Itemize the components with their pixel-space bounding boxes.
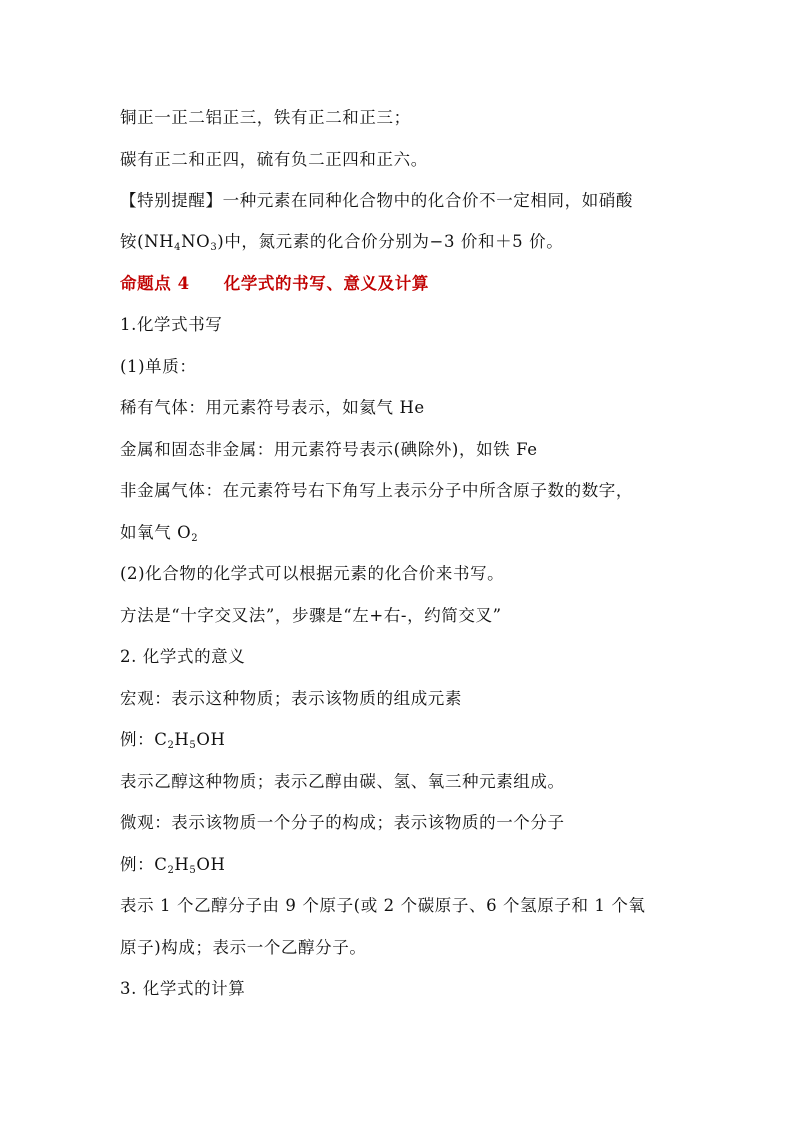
subscript: 5	[189, 865, 197, 876]
subscript: 2	[167, 740, 175, 751]
subsection-formula-calculation: 3. 化学式的计算	[120, 979, 246, 998]
nonmetal-gas-line-2	[120, 522, 198, 544]
subsection-formula-writing: 1.化学式书写	[120, 315, 223, 334]
subscript: 5	[189, 740, 197, 751]
elemental-substance-label: (1)单质：	[120, 357, 197, 376]
text-run: NO	[181, 232, 211, 251]
text-run: )中，氮元素的化合价分别为−3 价和＋5 价。	[217, 232, 564, 251]
example-line-2	[120, 854, 226, 876]
text-run: OH	[196, 855, 226, 874]
micro-line: 微观：表示该物质一个分子的构成；表示该物质的一个分子	[120, 813, 565, 832]
noble-gas-line: 稀有气体：用元素符号表示，如氦气 He	[120, 398, 425, 417]
subsection-formula-meaning: 2. 化学式的意义	[120, 647, 246, 666]
section-heading	[120, 273, 429, 295]
subscript: 2	[191, 533, 199, 544]
text-run: 例：C	[120, 855, 168, 874]
special-note-line-2	[120, 231, 563, 253]
heading-number: 命题点 4	[120, 274, 190, 293]
method-line: 方法是“十字交叉法”，步骤是“左+右-，约简交叉”	[120, 606, 502, 625]
text-run: 铵(NH	[120, 232, 175, 251]
text-run: H	[174, 730, 190, 749]
macro-explanation-line: 表示乙醇这种物质；表示乙醇由碳、氢、氧三种元素组成。	[120, 772, 565, 791]
nonmetal-gas-line-1: 非金属气体：在元素符号右下角写上表示分子中所含原子数的数字，	[120, 481, 633, 500]
text-run: 如氧气 O	[120, 523, 192, 542]
compound-line: (2)化合物的化学式可以根据元素的化合价来书写。	[120, 564, 505, 583]
micro-explanation-line-2: 原子)构成；表示一个乙醇分子。	[120, 938, 367, 957]
text-run: H	[174, 855, 190, 874]
heading-title: 化学式的书写、意义及计算	[223, 274, 429, 293]
metal-line: 金属和固态非金属：用元素符号表示(碘除外)，如铁 Fe	[120, 440, 538, 459]
valence-rhyme-line-1: 铜正一正二铝正三，铁有正二和正三；	[120, 108, 411, 127]
special-note-line-1: 【特别提醒】一种元素在同种化合物中的化合价不一定相同，如硝酸	[120, 191, 633, 210]
text-run: 例：C	[120, 730, 168, 749]
subscript: 4	[174, 242, 182, 253]
subscript: 3	[210, 242, 218, 253]
micro-explanation-line-1: 表示 1 个乙醇分子由 9 个原子(或 2 个碳原子、6 个氢原子和 1 个氧	[120, 896, 646, 915]
subscript: 2	[167, 865, 175, 876]
example-line-1	[120, 729, 226, 751]
macro-line: 宏观：表示这种物质；表示该物质的组成元素	[120, 689, 462, 708]
valence-rhyme-line-2: 碳有正二和正四，硫有负二正四和正六。	[120, 150, 428, 169]
text-run: OH	[196, 730, 226, 749]
